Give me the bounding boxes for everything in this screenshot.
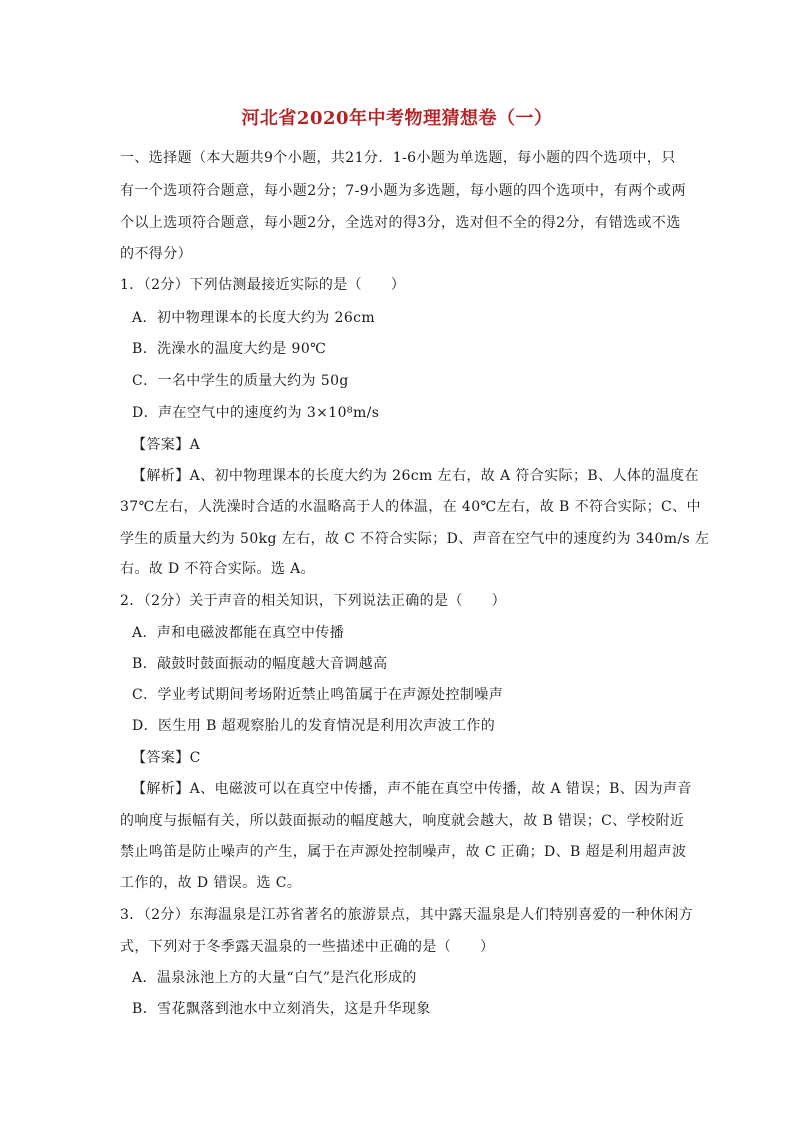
- section-intro-line: 个以上选项符合题意，每小题2分，全选对的得3分，选对但不全的得2分，有错选或不选: [120, 215, 681, 231]
- question-1-analysis-line: 学生的质量大约为 50kg 左右，故 C 不符合实际；D、声音在空气中的速度约为 340m/s 左: [120, 531, 710, 547]
- question-3-option-a: A．温泉泳池上方的大量“白气”是汽化形成的: [132, 970, 417, 986]
- question-3-stem-line: 式，下列对于冬季露天温泉的一些描述中正确的是（ ）: [120, 939, 495, 955]
- question-3-stem-line: 3．（2分）东海温泉是江苏省著名的旅游景点，其中露天温泉是人们特别喜爱的一种休闲方: [120, 907, 694, 923]
- question-1-analysis-line: 【解析】A、初中物理课本的长度大约为 26cm 左右，故 A 符合实际；B、人体的温度在: [132, 468, 699, 484]
- question-1-option-b: B．洗澡水的温度大约是 90℃: [132, 341, 327, 357]
- question-2-option-d: D．医生用 B 超观察胎儿的发育情况是利用次声波工作的: [132, 718, 496, 734]
- question-1-option-d: D．声在空气中的速度约为 3×10⁸m/s: [132, 405, 380, 421]
- question-2-analysis-line: 禁止鸣笛是防止噪声的产生，属于在声源处控制噪声，故 C 正确；D、B 超是利用超声波: [120, 844, 687, 860]
- question-2-option-a: A．声和电磁波都能在真空中传播: [132, 625, 345, 641]
- question-2-stem: 2．（2分）关于声音的相关知识，下列说法正确的是（ ）: [120, 593, 507, 609]
- question-2-analysis-line: 【解析】A、电磁波可以在真空中传播，声不能在真空中传播，故 A 错误；B、因为声音: [132, 781, 692, 797]
- question-2-option-c: C．学业考试期间考场附近禁止鸣笛属于在声源处控制噪声: [132, 687, 504, 703]
- question-1-stem: 1．（2分）下列估测最接近实际的是（ ）: [120, 277, 406, 293]
- question-2-option-b: B．敲鼓时鼓面振动的幅度越大音调越高: [132, 656, 388, 672]
- document-title: 河北省2020年中考物理猜想卷（一）: [241, 108, 553, 129]
- section-intro-line: 的不得分）: [120, 246, 192, 262]
- section-intro-line: 有一个选项符合题意，每小题2分；7-9小题为多选题，每小题的四个选项中，有两个或两: [120, 183, 686, 199]
- question-2-analysis-line: 的响度与振幅有关，所以鼓面振动的幅度越大，响度就会越大，故 B 错误；C、学校附近: [120, 813, 685, 829]
- question-2-analysis-line: 工作的，故 D 错误。选 C。: [120, 875, 302, 891]
- question-1-analysis-line: 右。故 D 不符合实际。选 A。: [120, 561, 316, 577]
- question-3-option-b: B．雪花飘落到池水中立刻消失，这是升华现象: [132, 1001, 431, 1017]
- question-1-analysis-line: 37℃左右，人洗澡时合适的水温略高于人的体温，在 40℃左右，故 B 不符合实际；C、中: [120, 499, 701, 515]
- section-intro-line: 一、选择题（本大题共9个小题，共21分．1-6小题为单选题，每小题的四个选项中，只: [120, 150, 676, 166]
- question-1-option-a: A．初中物理课本的长度大约为 26cm: [132, 310, 376, 326]
- question-1-option-c: C．一名中学生的质量大约为 50g: [132, 373, 349, 389]
- question-1-answer: 【答案】A: [132, 437, 201, 453]
- question-2-answer: 【答案】C: [132, 750, 201, 766]
